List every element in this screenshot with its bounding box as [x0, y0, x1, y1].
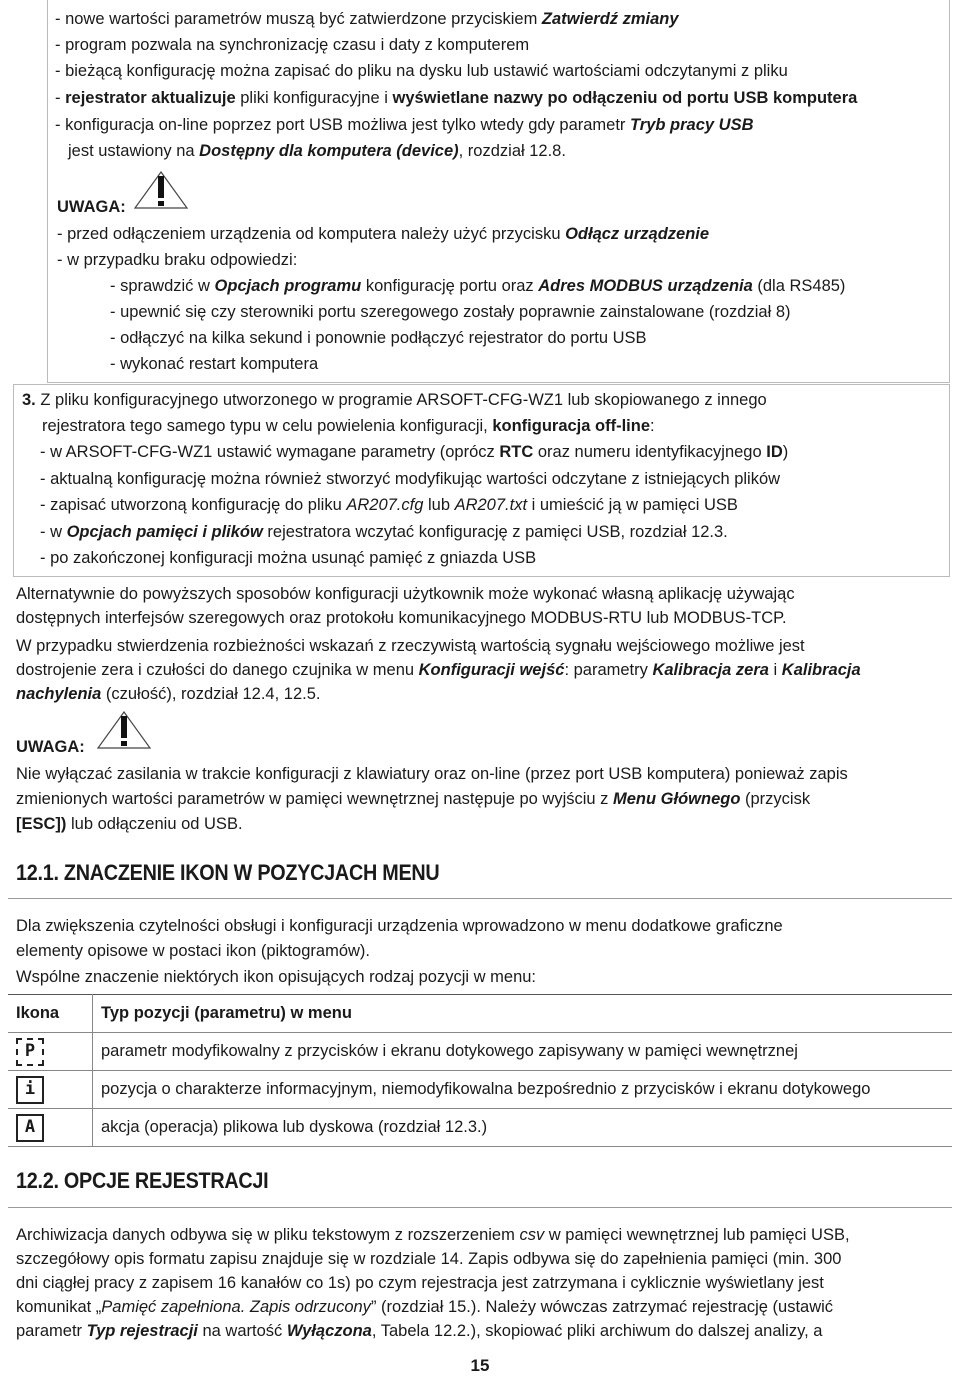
- warning-triangle-icon: [133, 170, 189, 210]
- table-cell-text: pozycja o charakterze informacyjnym, niemodyfikowalna bezpośrednio z przycisków i ekranu dotykowego: [93, 1071, 953, 1109]
- offline-line-3: - w ARSOFT-CFG-WZ1 ustawić wymagane parametry (oprócz RTC oraz numeru identyfikacyjnego ID): [40, 443, 789, 461]
- table-cell-text: parametr modyfikowalny z przycisków i ekranu dotykowego zapisywany w pamięci wewnętrznej: [93, 1033, 953, 1071]
- table-row: [8, 1033, 952, 1071]
- note-line-2: - program pozwala na synchronizację czasu i daty z komputerem: [55, 36, 530, 54]
- note-line-6: jest ustawiony na Dostępny dla komputera (device), rozdział 12.8.: [68, 142, 566, 160]
- uwaga-label-2: UWAGA:: [16, 738, 85, 756]
- table-header-type: Typ pozycji (parametru) w menu: [93, 995, 953, 1033]
- alt-para-line-2: dostępnych interfejsów szeregowych oraz protokołu komunikacyjnego MODBUS-RTU lub MODBUS-TCP.: [16, 609, 787, 627]
- note-line-4: - rejestrator aktualizuje pliki konfiguracyjne i wyświetlane nazwy po odłączeniu od portu USB komputera: [55, 89, 858, 107]
- offline-line-1: 3. Z pliku konfiguracyjnego utworzonego w programie ARSOFT-CFG-WZ1 lub skopiowanego z innego: [22, 391, 767, 409]
- calib-para-line-1: W przypadku stwierdzenia rozbieżności wskazań z rzeczywistą wartością sygnału wejściowego możliwe jest: [16, 637, 805, 655]
- uwaga2-line-3: [ESC]) lub odłączeniu od USB.: [16, 815, 243, 833]
- warn-line-5: - odłączyć na kilka sekund i ponownie podłączyć rejestrator do portu USB: [110, 329, 647, 347]
- section-heading-12-1: 12.1. ZNACZENIE IKON W POZYCJACH MENU: [16, 860, 440, 885]
- section-heading-12-2: 12.2. OPCJE REJESTRACJI: [16, 1168, 269, 1193]
- archive-line-1: Archiwizacja danych odbywa się w pliku tekstowym z rozszerzeniem csv w pamięci wewnętrznej lub pamięci USB,: [16, 1226, 850, 1244]
- note-line-5: - konfiguracja on-line poprzez port USB możliwa jest tylko wtedy gdy parametr Tryb pracy USB: [55, 116, 754, 134]
- warn-line-3: - sprawdzić w Opcjach programu konfigurację portu oraz Adres MODBUS urządzenia (dla RS485): [110, 277, 846, 295]
- action-icon: A: [16, 1114, 44, 1142]
- archive-line-2: szczegółowy opis formatu zapisu znajduje się w rozdziale 14. Zapis odbywa się do zapełnienia pamięci (min. 300: [16, 1250, 842, 1268]
- icons-intro-line-3: Wspólne znaczenie niektórych ikon opisujących rodzaj pozycji w menu:: [16, 968, 536, 986]
- note-line-1: - nowe wartości parametrów muszą być zatwierdzone przyciskiem Zatwierdź zmiany: [55, 10, 679, 28]
- icon-meaning-table: [8, 994, 952, 1147]
- offline-line-4: - aktualną konfigurację można również stworzyć modyfikując wartości odczytane z istniejących plików: [40, 470, 781, 488]
- archive-line-4: komunikat „Pamięć zapełniona. Zapis odrzucony” (rozdział 15.). Należy wówczas zatrzymać rejestrację (ustawić: [16, 1298, 834, 1316]
- parameter-icon: P: [16, 1038, 44, 1066]
- alt-para-line-1: Alternatywnie do powyższych sposobów konfiguracji użytkownik może wykonać własną aplikację używając: [16, 585, 795, 603]
- calib-para-line-3: nachylenia (czułość), rozdział 12.4, 12.5.: [16, 685, 321, 703]
- info-icon: i: [16, 1076, 44, 1104]
- archive-line-5: parametr Typ rejestracji na wartość Wyłączona, Tabela 12.2.), skopiować pliki archiwum do dalszej analizy, a: [16, 1322, 823, 1340]
- uwaga2-line-2: zmienionych wartości parametrów w pamięci wewnętrznej następuje po wyjściu z Menu Głównego (przycisk: [16, 790, 811, 808]
- table-header-row: [8, 995, 952, 1033]
- offline-line-6: - w Opcjach pamięci i plików rejestratora wczytać konfigurację z pamięci USB, rozdział 12.3.: [40, 523, 728, 541]
- icons-intro-line-1: Dla zwiększenia czytelności obsługi i konfiguracji urządzenia wprowadzono w menu dodatkowe graficzne: [16, 917, 783, 935]
- warn-line-4: - upewnić się czy sterowniki portu szeregowego zostały poprawnie zainstalowane (rozdział 8): [110, 303, 791, 321]
- note-line-3: - bieżącą konfigurację można zapisać do pliku na dysku lub ustawić wartościami odczytanymi z pliku: [55, 62, 788, 80]
- uwaga-label-1: UWAGA:: [57, 198, 126, 216]
- icons-intro-line-2: elementy opisowe w postaci ikon (piktogramów).: [16, 942, 370, 960]
- table-row: [8, 1071, 952, 1109]
- offline-line-2: rejestratora tego samego typu w celu powielenia konfiguracji, konfiguracja off-line:: [42, 417, 655, 435]
- archive-line-3: dni ciągłej pracy z zapisem 16 kanałów co 1s) po czym rejestracja jest zatrzymana i cyklicznie wyświetlany jest: [16, 1274, 824, 1292]
- table-row: [8, 1109, 952, 1147]
- page-number: 15: [470, 1356, 490, 1375]
- divider: [8, 898, 952, 899]
- offline-line-7: - po zakończonej konfiguracji można usunąć pamięć z gniazda USB: [40, 549, 537, 567]
- table-cell-text: akcja (operacja) plikowa lub dyskowa (rozdział 12.3.): [93, 1109, 953, 1147]
- warning-triangle-icon: [96, 710, 152, 750]
- table-header-icon: Ikona: [8, 995, 93, 1033]
- uwaga2-line-1: Nie wyłączać zasilania w trakcie konfiguracji z klawiatury oraz on-line (przez port USB komputera) ponieważ zapis: [16, 765, 848, 783]
- divider: [8, 1207, 952, 1208]
- calib-para-line-2: dostrojenie zera i czułości do danego czujnika w menu Konfiguracji wejść: parametry Kalibracja zera i Kalibracja: [16, 661, 861, 679]
- warn-line-1: - przed odłączeniem urządzenia od komputera należy użyć przycisku Odłącz urządzenie: [57, 225, 710, 243]
- offline-line-5: - zapisać utworzoną konfigurację do pliku AR207.cfg lub AR207.txt i umieścić ją w pamięci USB: [40, 496, 738, 514]
- warn-line-2: - w przypadku braku odpowiedzi:: [57, 251, 298, 269]
- warn-line-6: - wykonać restart komputera: [110, 355, 319, 373]
